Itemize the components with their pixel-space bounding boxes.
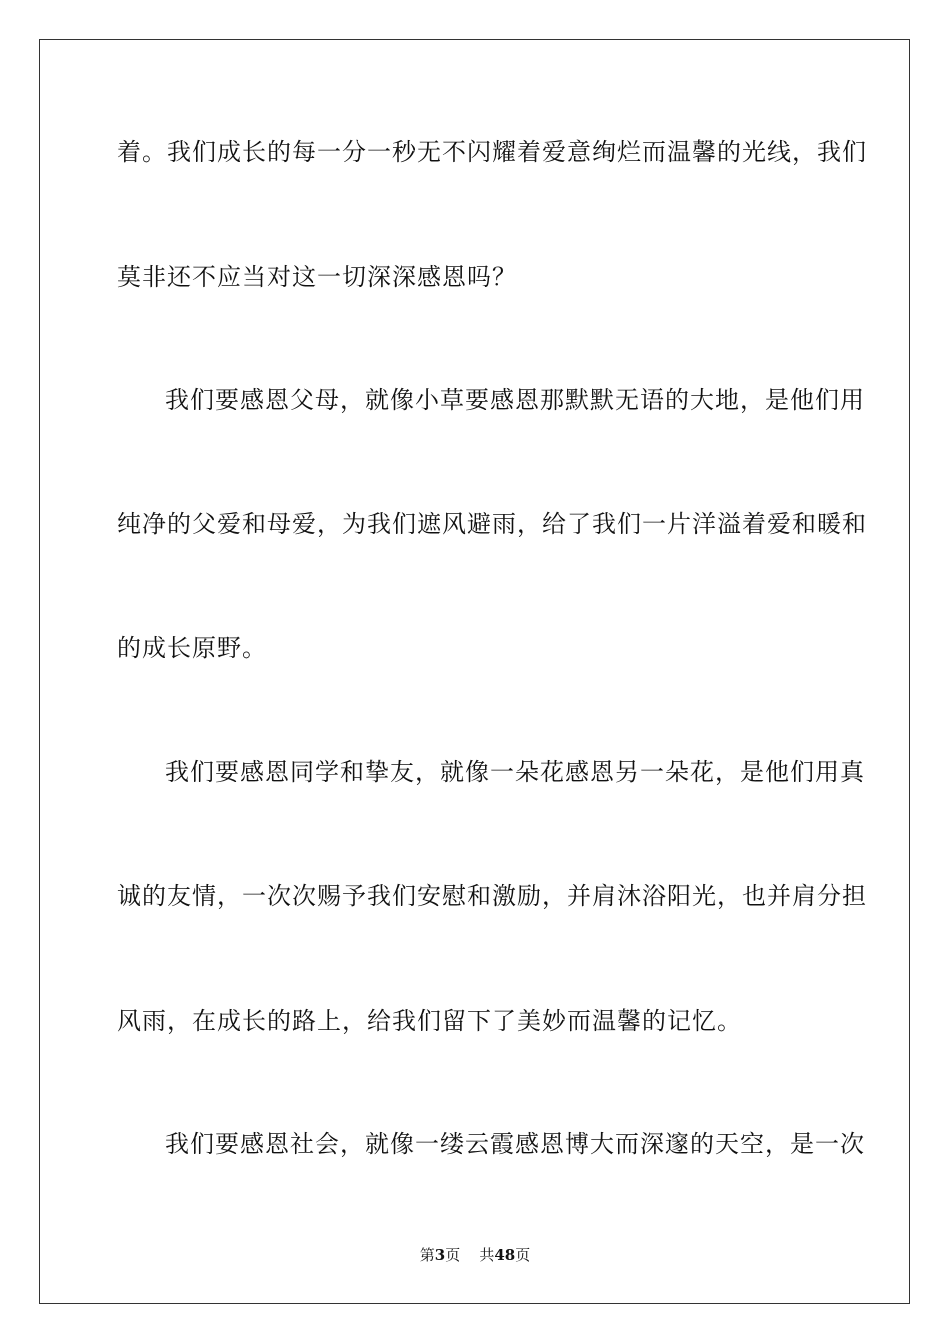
text-line: 莫非还不应当对这一切深深感恩吗？ <box>117 263 517 291</box>
page-border <box>39 39 910 1304</box>
page-suffix: 页 <box>445 1246 461 1264</box>
text-line: 着。我们成长的每一分一秒无不闪耀着爱意绚烂而温馨的光线，我们 <box>117 138 867 166</box>
text-line: 风雨，在成长的路上，给我们留下了美妙而温馨的记忆。 <box>117 1007 742 1035</box>
text-line: 纯净的父爱和母爱，为我们遮风避雨，给了我们一片洋溢着爱和暖和 <box>117 510 867 538</box>
total-pages: 48 <box>494 1246 516 1264</box>
text-line: 诚的友情，一次次赐予我们安慰和激励，并肩沐浴阳光，也并肩分担 <box>117 882 867 910</box>
text-line: 的成长原野。 <box>117 634 267 662</box>
paragraph-start-line: 我们要感恩父母，就像小草要感恩那默默无语的大地，是他们用 <box>165 386 865 414</box>
page-prefix: 第 <box>419 1246 435 1264</box>
paragraph-start-line: 我们要感恩社会，就像一缕云霞感恩博大而深邃的天空，是一次 <box>165 1130 865 1158</box>
page-number: 3 <box>434 1246 446 1264</box>
total-prefix: 共 <box>479 1246 495 1264</box>
paragraph-start-line: 我们要感恩同学和挚友，就像一朵花感恩另一朵花，是他们用真 <box>165 758 865 786</box>
total-suffix: 页 <box>515 1246 531 1264</box>
page-footer <box>0 1245 950 1265</box>
